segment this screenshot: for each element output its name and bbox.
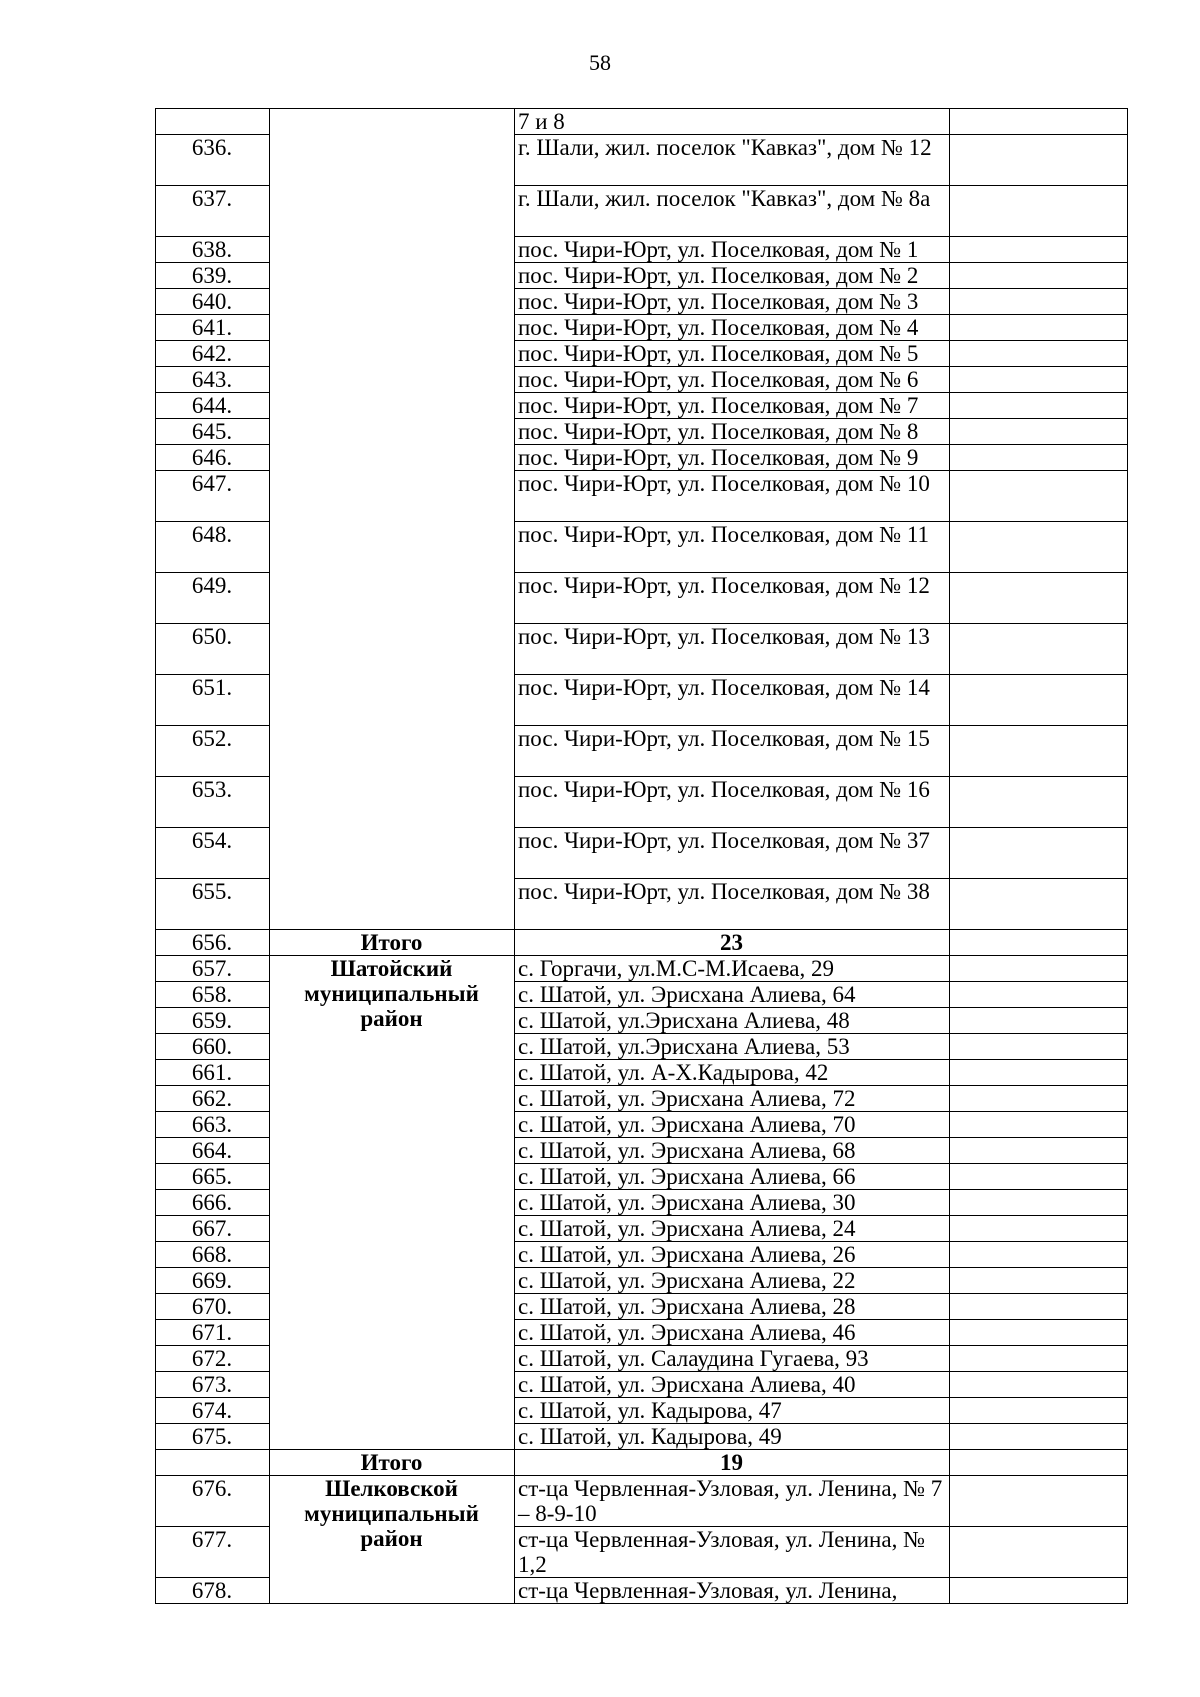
table-body [156, 109, 1128, 1604]
total-value: 23 [515, 930, 950, 956]
district-cell-continued [270, 109, 515, 930]
row-number: 661. [156, 1060, 270, 1086]
empty-cell [950, 828, 1128, 879]
district-name: Шатойский муниципальный район [270, 956, 515, 1450]
address-cell: пос. Чири-Юрт, ул. Поселковая, дом № 7 [515, 393, 950, 419]
address-cell: с. Шатой, ул. Эрисхана Алиева, 28 [515, 1294, 950, 1320]
row-number: 655. [156, 879, 270, 930]
address-cell: с. Шатой, ул. Эрисхана Алиева, 68 [515, 1138, 950, 1164]
empty-cell [950, 367, 1128, 393]
empty-cell [950, 1320, 1128, 1346]
row-number: 650. [156, 624, 270, 675]
row-number: 665. [156, 1164, 270, 1190]
row-number: 657. [156, 956, 270, 982]
empty-cell [950, 1578, 1128, 1604]
empty-cell [950, 237, 1128, 263]
address-cell: пос. Чири-Юрт, ул. Поселковая, дом № 10 [515, 471, 950, 522]
address-cell: с. Шатой, ул. Кадырова, 47 [515, 1398, 950, 1424]
row-number [156, 1450, 270, 1476]
row-number: 671. [156, 1320, 270, 1346]
empty-cell [950, 263, 1128, 289]
empty-cell [950, 393, 1128, 419]
address-cell: с. Шатой, ул. Кадырова, 49 [515, 1424, 950, 1450]
row-number: 672. [156, 1346, 270, 1372]
row-number: 656. [156, 930, 270, 956]
row-number: 666. [156, 1190, 270, 1216]
empty-cell [950, 419, 1128, 445]
address-cell: с. Шатой, ул.Эрисхана Алиева, 48 [515, 1008, 950, 1034]
address-cell: пос. Чири-Юрт, ул. Поселковая, дом № 1 [515, 237, 950, 263]
row-number: 645. [156, 419, 270, 445]
row-number: 676. [156, 1476, 270, 1527]
row-number: 640. [156, 289, 270, 315]
empty-cell [950, 1086, 1128, 1112]
empty-cell [950, 1398, 1128, 1424]
page-number: 58 [589, 50, 611, 75]
address-cell: с. Шатой, ул. Эрисхана Алиева, 70 [515, 1112, 950, 1138]
empty-cell [950, 135, 1128, 186]
row-number: 670. [156, 1294, 270, 1320]
address-cell: с. Шатой, ул. Эрисхана Алиева, 30 [515, 1190, 950, 1216]
address-cell: г. Шали, жил. поселок "Кавказ", дом № 8а [515, 186, 950, 237]
row-number: 658. [156, 982, 270, 1008]
empty-cell [950, 777, 1128, 828]
empty-cell [950, 109, 1128, 135]
address-cell: с. Шатой, ул. Эрисхана Алиева, 64 [515, 982, 950, 1008]
district-name: Шелковской муниципальный район [270, 1476, 515, 1604]
row-number: 639. [156, 263, 270, 289]
total-row [156, 1450, 1128, 1476]
empty-cell [950, 930, 1128, 956]
row-number: 642. [156, 341, 270, 367]
empty-cell [950, 1294, 1128, 1320]
empty-cell [950, 1138, 1128, 1164]
row-number: 636. [156, 135, 270, 186]
empty-cell [950, 522, 1128, 573]
empty-cell [950, 1242, 1128, 1268]
empty-cell [950, 624, 1128, 675]
empty-cell [950, 341, 1128, 367]
row-number: 637. [156, 186, 270, 237]
address-cell: пос. Чири-Юрт, ул. Поселковая, дом № 38 [515, 879, 950, 930]
address-cell: с. Шатой, ул. Эрисхана Алиева, 66 [515, 1164, 950, 1190]
address-cell: 7 и 8 [515, 109, 950, 135]
address-cell: пос. Чири-Юрт, ул. Поселковая, дом № 8 [515, 419, 950, 445]
row-number: 660. [156, 1034, 270, 1060]
row-number: 644. [156, 393, 270, 419]
row-number: 649. [156, 573, 270, 624]
empty-cell [950, 879, 1128, 930]
address-cell: с. Шатой, ул. Салаудина Гугаева, 93 [515, 1346, 950, 1372]
empty-cell [950, 956, 1128, 982]
empty-cell [950, 186, 1128, 237]
empty-cell [950, 1268, 1128, 1294]
address-cell: пос. Чири-Юрт, ул. Поселковая, дом № 15 [515, 726, 950, 777]
address-cell: пос. Чири-Юрт, ул. Поселковая, дом № 16 [515, 777, 950, 828]
address-cell: с. Шатой, ул. Эрисхана Алиева, 22 [515, 1268, 950, 1294]
empty-cell [950, 471, 1128, 522]
table-row [156, 956, 1128, 982]
row-number: 669. [156, 1268, 270, 1294]
row-number: 652. [156, 726, 270, 777]
row-number: 667. [156, 1216, 270, 1242]
address-cell: пос. Чири-Юрт, ул. Поселковая, дом № 14 [515, 675, 950, 726]
empty-cell [950, 289, 1128, 315]
row-number: 664. [156, 1138, 270, 1164]
address-cell: ст-ца Червленная-Узловая, ул. Ленина, [515, 1578, 950, 1604]
empty-cell [950, 1346, 1128, 1372]
total-label: Итого [270, 930, 515, 956]
table-row [156, 109, 1128, 135]
address-cell: с. Шатой, ул. Эрисхана Алиева, 72 [515, 1086, 950, 1112]
row-number: 638. [156, 237, 270, 263]
address-cell: пос. Чири-Юрт, ул. Поселковая, дом № 4 [515, 315, 950, 341]
empty-cell [950, 1372, 1128, 1398]
address-table [155, 108, 1128, 1604]
empty-cell [950, 1476, 1128, 1527]
row-number: 677. [156, 1527, 270, 1578]
empty-cell [950, 1034, 1128, 1060]
address-cell: пос. Чири-Юрт, ул. Поселковая, дом № 13 [515, 624, 950, 675]
empty-cell [950, 1216, 1128, 1242]
empty-cell [950, 1527, 1128, 1578]
empty-cell [950, 1164, 1128, 1190]
address-cell: пос. Чири-Юрт, ул. Поселковая, дом № 37 [515, 828, 950, 879]
row-number: 653. [156, 777, 270, 828]
address-cell: пос. Чири-Юрт, ул. Поселковая, дом № 3 [515, 289, 950, 315]
row-number: 674. [156, 1398, 270, 1424]
empty-cell [950, 675, 1128, 726]
empty-cell [950, 573, 1128, 624]
row-number: 662. [156, 1086, 270, 1112]
row-number: 673. [156, 1372, 270, 1398]
empty-cell [950, 1112, 1128, 1138]
empty-cell [950, 726, 1128, 777]
address-cell: ст-ца Червленная-Узловая, ул. Ленина, № 7 – 8-9-10 [515, 1476, 950, 1527]
empty-cell [950, 1190, 1128, 1216]
row-number: 646. [156, 445, 270, 471]
row-number [156, 109, 270, 135]
empty-cell [950, 445, 1128, 471]
empty-cell [950, 315, 1128, 341]
address-cell: с. Шатой, ул. Эрисхана Алиева, 46 [515, 1320, 950, 1346]
address-cell: с. Шатой, ул. Эрисхана Алиева, 24 [515, 1216, 950, 1242]
empty-cell [950, 1060, 1128, 1086]
total-value: 19 [515, 1450, 950, 1476]
empty-cell [950, 1424, 1128, 1450]
row-number: 648. [156, 522, 270, 573]
row-number: 659. [156, 1008, 270, 1034]
address-cell: пос. Чири-Юрт, ул. Поселковая, дом № 2 [515, 263, 950, 289]
empty-cell [950, 1008, 1128, 1034]
address-cell: с. Шатой, ул. А-Х.Кадырова, 42 [515, 1060, 950, 1086]
row-number: 675. [156, 1424, 270, 1450]
total-row [156, 930, 1128, 956]
row-number: 643. [156, 367, 270, 393]
address-cell: с. Горгачи, ул.М.С-М.Исаева, 29 [515, 956, 950, 982]
table-row [156, 1476, 1128, 1527]
row-number: 663. [156, 1112, 270, 1138]
address-cell: с. Шатой, ул.Эрисхана Алиева, 53 [515, 1034, 950, 1060]
address-cell: пос. Чири-Юрт, ул. Поселковая, дом № 11 [515, 522, 950, 573]
address-cell: пос. Чири-Юрт, ул. Поселковая, дом № 6 [515, 367, 950, 393]
row-number: 654. [156, 828, 270, 879]
address-cell: пос. Чири-Юрт, ул. Поселковая, дом № 9 [515, 445, 950, 471]
row-number: 678. [156, 1578, 270, 1604]
address-cell: пос. Чири-Юрт, ул. Поселковая, дом № 5 [515, 341, 950, 367]
address-cell: с. Шатой, ул. Эрисхана Алиева, 40 [515, 1372, 950, 1398]
address-cell: г. Шали, жил. поселок "Кавказ", дом № 12 [515, 135, 950, 186]
total-label: Итого [270, 1450, 515, 1476]
empty-cell [950, 982, 1128, 1008]
row-number: 668. [156, 1242, 270, 1268]
row-number: 641. [156, 315, 270, 341]
row-number: 647. [156, 471, 270, 522]
address-cell: пос. Чири-Юрт, ул. Поселковая, дом № 12 [515, 573, 950, 624]
row-number: 651. [156, 675, 270, 726]
address-cell: с. Шатой, ул. Эрисхана Алиева, 26 [515, 1242, 950, 1268]
empty-cell [950, 1450, 1128, 1476]
address-cell: ст-ца Червленная-Узловая, ул. Ленина, № 1,2 [515, 1527, 950, 1578]
